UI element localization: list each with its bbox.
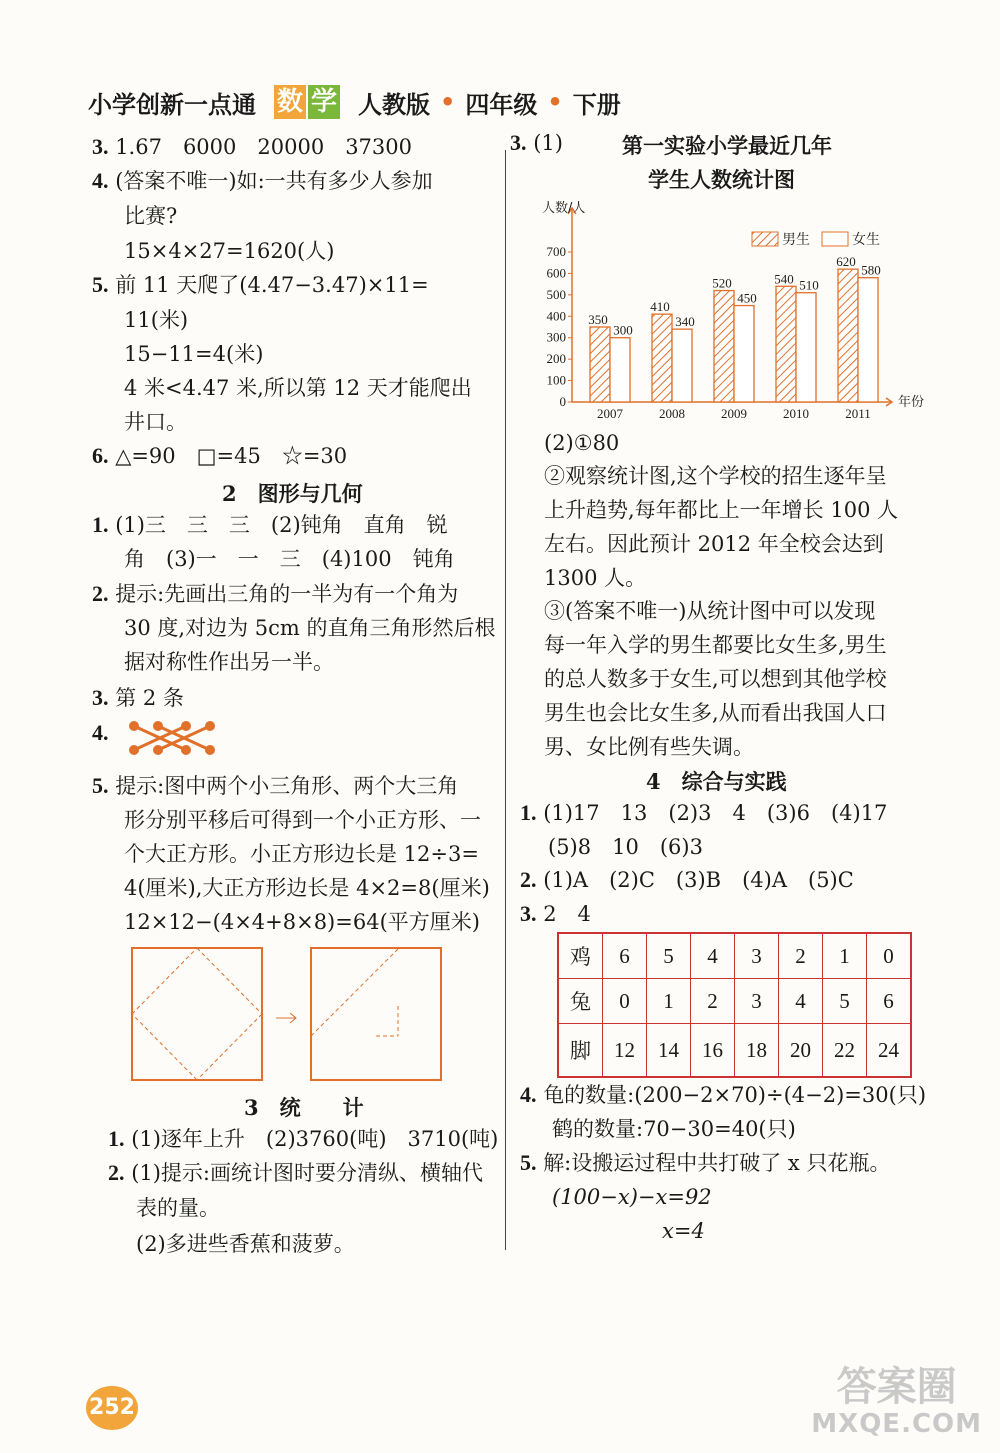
x-tick-label: 2008 — [659, 406, 685, 421]
table-cell: 20 — [779, 1024, 823, 1078]
x-tick-label: 2010 — [783, 406, 809, 421]
legend-swatch-girls — [822, 232, 848, 246]
answer-l3: 3. 1.67 6000 20000 37300 — [92, 134, 412, 159]
x-tick-label: 2011 — [845, 406, 871, 421]
data-label-girls: 340 — [675, 314, 695, 330]
table-row-header: 兔 — [558, 979, 603, 1024]
answer-g5-line2: 形分别平移后可得到一个小正方形、一 — [124, 808, 481, 832]
bar-boys — [838, 269, 858, 402]
table-cell: 14 — [647, 1024, 691, 1078]
table-row — [558, 1024, 911, 1078]
answer-g5-line3: 个大正方形。小正方形边长是 12÷3= — [124, 842, 479, 866]
answer-s1: 1. (1)逐年上升 (2)3760(吨) 3710(吨) — [108, 1126, 499, 1151]
y-tick-label: 600 — [546, 265, 566, 281]
answer-r3-line2: ②观察统计图,这个学校的招生逐年呈 — [544, 464, 887, 488]
page-number: 252 — [86, 1386, 138, 1430]
volume-label: 下册 — [572, 90, 621, 119]
table-cell: 2 — [691, 979, 735, 1024]
data-label-girls: 580 — [861, 262, 881, 278]
table-cell: 1 — [647, 979, 691, 1024]
answer-p5-line2: (100−x)−x=92 — [552, 1185, 712, 1209]
data-label-girls: 300 — [613, 322, 633, 338]
bar-girls — [858, 278, 878, 402]
answer-l5: 5. 前 11 天爬了(4.47−3.47)×11= — [92, 272, 429, 297]
legend-swatch-boys — [752, 232, 778, 246]
answer-g5-line5: 12×12−(4×4+8×8)=64(平方厘米) — [124, 910, 480, 934]
answer-r3-line7: 每一年入学的男生都要比女生多,男生 — [544, 633, 887, 657]
y-tick-label: 500 — [546, 286, 566, 302]
bar-girls — [734, 306, 754, 402]
table-cell: 16 — [691, 1024, 735, 1078]
answer-l6: 6. △=90 □=45 ☆=30 — [92, 443, 348, 468]
separator-dot: • — [440, 88, 456, 116]
answer-p1: 1. (1)17 13 (2)3 4 (3)6 (4)17 — [520, 800, 888, 825]
column-divider — [505, 150, 506, 1250]
table-row-header: 脚 — [558, 1024, 603, 1078]
answer-r3-line3: 上升趋势,每年都比上一年增长 100 人 — [544, 498, 899, 522]
answer-r3-line5: 1300 人。 — [544, 566, 647, 590]
bar-boys — [776, 286, 796, 402]
table-cell: 1 — [823, 933, 867, 979]
x-tick-label: 2009 — [721, 406, 747, 421]
table-cell: 6 — [603, 933, 647, 979]
page-header — [88, 84, 621, 120]
subject-badge-1: 数 — [274, 85, 306, 119]
bar-boys — [714, 291, 734, 402]
table-cell: 22 — [823, 1024, 867, 1078]
table-cell: 4 — [779, 979, 823, 1024]
section-title-practice: 4 综合与实践 — [646, 769, 787, 794]
data-label-boys: 410 — [650, 299, 670, 315]
table-cell: 0 — [867, 933, 912, 979]
section-title-geometry: 2 图形与几何 — [222, 481, 363, 506]
square-translation-figure — [128, 944, 448, 1084]
answer-r3-line6: ③(答案不唯一)从统计图中可以发现 — [544, 599, 876, 623]
answer-l4-line3: 15×4×27=1620(人) — [124, 239, 335, 263]
table-row — [558, 933, 911, 979]
answer-p5-line3: x=4 — [662, 1219, 705, 1243]
answer-s2-line2: 表的量。 — [136, 1196, 220, 1220]
edition-label: 人教版 — [358, 90, 431, 119]
answer-r3-line10: 男、女比例有些失调。 — [544, 735, 754, 759]
answer-g2: 2. 提示:先画出三角的一半为有一个角为 — [92, 581, 459, 606]
chart-title: 第一实验小学最近几年 — [622, 133, 832, 158]
series-title: 小学创新一点通 — [88, 90, 256, 119]
y-tick-label: 200 — [546, 351, 566, 367]
chicken-rabbit-table — [557, 932, 912, 1078]
cross-lines-figure — [128, 718, 218, 758]
answer-g5: 5. 提示:图中两个小三角形、两个大三角 — [92, 773, 459, 798]
table-cell: 3 — [735, 979, 779, 1024]
answer-l4-line2: 比赛? — [124, 204, 178, 228]
table-cell: 18 — [735, 1024, 779, 1078]
grade-label: 四年级 — [465, 90, 538, 119]
y-tick-label: 400 — [546, 308, 566, 324]
answer-r3-line9: 男生也会比女生多,从而看出我国人口 — [544, 701, 887, 725]
legend-label-girls: 女生 — [852, 232, 880, 248]
answer-r3-part2: (2)①80 — [544, 431, 620, 455]
answer-g2-line3: 据对称性作出另一半。 — [124, 650, 334, 674]
answer-g4: 4. — [92, 720, 109, 745]
answer-g1-line2: 角 (3)一 一 三 (4)100 钝角 — [124, 547, 455, 571]
table-cell: 5 — [823, 979, 867, 1024]
bar-girls — [610, 338, 630, 402]
watermark-logo: 答案圈 — [836, 1364, 957, 1410]
section-title-statistics: 3 统 计 — [244, 1095, 364, 1120]
answer-l5-line3: 15−11=4(米) — [124, 342, 264, 366]
x-axis-label: 年份 — [898, 395, 925, 410]
y-axis-label: 人数/人 — [542, 201, 586, 216]
answer-s2: 2. (1)提示:画统计图时要分清纵、横轴代 — [108, 1160, 484, 1185]
answer-l5-line2: 11(米) — [124, 308, 189, 332]
table-cell: 2 — [779, 933, 823, 979]
data-label-boys: 540 — [774, 271, 794, 287]
answer-g1: 1. (1)三 三 三 (2)钝角 直角 锐 — [92, 512, 448, 537]
table-cell: 6 — [867, 979, 912, 1024]
answer-p1-line2: (5)8 10 (6)3 — [548, 835, 703, 859]
watermark — [811, 1365, 982, 1439]
data-label-boys: 620 — [836, 254, 856, 270]
bar-girls — [672, 329, 692, 402]
x-tick-label: 2007 — [597, 406, 623, 421]
answer-r3: 3. (1) — [510, 130, 563, 155]
watermark-url: MXQE.COM — [811, 1409, 982, 1439]
bar-boys — [590, 327, 610, 402]
table-cell: 4 — [691, 933, 735, 979]
table-cell: 5 — [647, 933, 691, 979]
answer-l5-line4: 4 米<4.47 米,所以第 12 天才能爬出 — [124, 376, 472, 400]
answer-g3: 3. 第 2 条 — [92, 685, 184, 710]
answer-s2-line3: (2)多进些香蕉和菠萝。 — [136, 1232, 355, 1256]
legend-label-boys: 男生 — [782, 232, 810, 248]
subject-badge-2: 学 — [308, 85, 340, 119]
table-cell: 0 — [603, 979, 647, 1024]
answer-p2: 2. (1)A (2)C (3)B (4)A (5)C — [520, 867, 854, 892]
data-label-girls: 510 — [799, 277, 819, 293]
y-tick-label: 300 — [546, 329, 566, 345]
answer-p3: 3. 2 4 — [520, 901, 591, 926]
bar-girls — [796, 293, 816, 402]
table-row — [558, 979, 911, 1024]
table-row-header: 鸡 — [558, 933, 603, 979]
separator-dot: • — [547, 88, 563, 116]
bar-boys — [652, 314, 672, 402]
y-tick-label: 100 — [546, 372, 566, 388]
answer-r3-line4: 左右。因此预计 2012 年全校会达到 — [544, 532, 884, 556]
answer-g5-line4: 4(厘米),大正方形边长是 4×2=8(厘米) — [124, 876, 490, 900]
table-cell: 12 — [603, 1024, 647, 1078]
y-tick-label: 700 — [546, 244, 566, 259]
answer-l4: 4. (答案不唯一)如:一共有多少人参加 — [92, 168, 433, 193]
chart-subtitle: 学生人数统计图 — [648, 167, 795, 192]
answer-p4: 4. 龟的数量:(200−2×70)÷(4−2)=30(只) — [520, 1082, 927, 1107]
student-bar-chart — [520, 194, 925, 424]
data-label-boys: 520 — [712, 275, 732, 291]
data-label-girls: 450 — [737, 290, 757, 306]
answer-l5-line5: 井口。 — [124, 410, 187, 434]
answer-r3-line8: 的总人数多于女生,可以想到其他学校 — [544, 667, 887, 691]
answer-p4-line2: 鹤的数量:70−30=40(只) — [552, 1117, 796, 1141]
data-label-boys: 350 — [588, 312, 608, 327]
answer-p5: 5. 解:设搬运过程中共打破了 x 只花瓶。 — [520, 1150, 891, 1175]
answer-g2-line2: 30 度,对边为 5cm 的直角三角形然后根 — [124, 616, 496, 640]
table-cell: 24 — [867, 1024, 912, 1078]
table-cell: 3 — [735, 933, 779, 979]
y-tick-label: 0 — [559, 394, 566, 409]
